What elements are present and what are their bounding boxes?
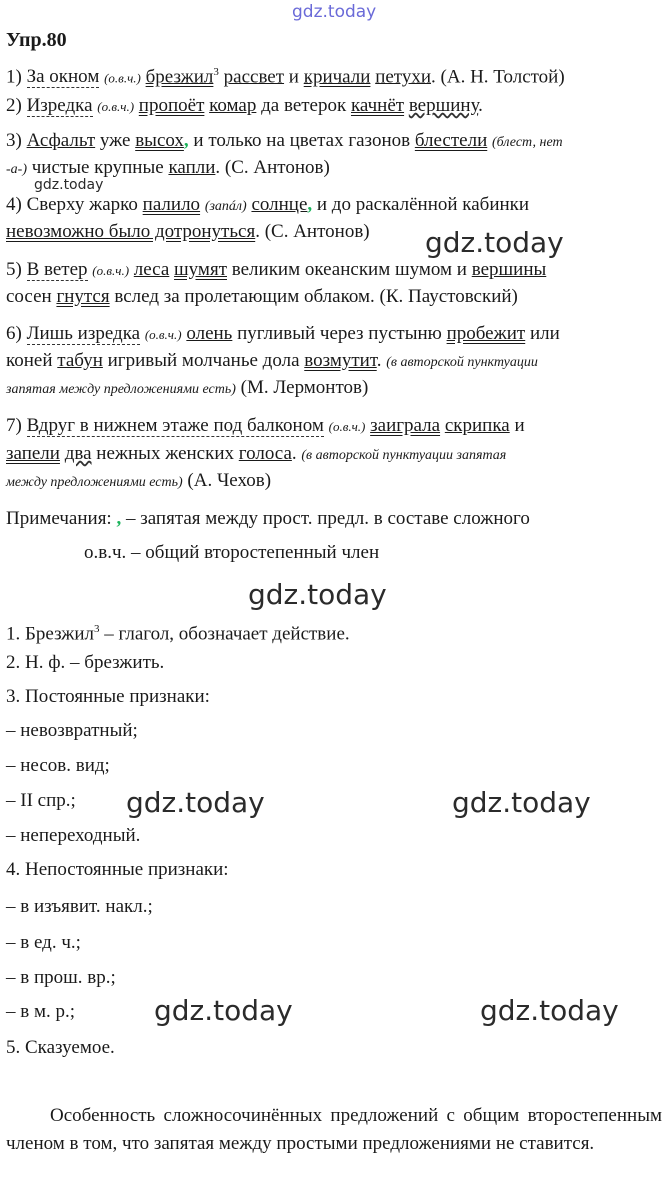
watermark: gdz.today [452, 786, 591, 819]
analysis-item: – в изъявит. накл.; [6, 896, 153, 917]
notes-line-2: о.в.ч. – общий второстепенный член [84, 542, 380, 563]
watermark: gdz.today [425, 226, 564, 259]
sentence-7-line-3: между предложениями есть) (А. Чехов) [6, 470, 272, 491]
sentence-6-line-1: 6) Лишь изредка (о.в.ч.) олень пугливый через пустыню пробежит или [6, 323, 560, 344]
watermark: gdz.today [34, 177, 104, 193]
sentence-1: 1) За окном (о.в.ч.) брезжил$^3$ рассвет и кричали петухи. (А. Н. Толстой) [6, 66, 565, 88]
analysis-item: – непереходный. [6, 825, 141, 846]
page-title: Упр.80 [6, 29, 67, 51]
sentence-7-line-2: запели два нежных женских голоса. (в авторской пунктуации запятая [6, 443, 507, 464]
watermark: gdz.today [248, 578, 387, 611]
analysis-item: – в ед. ч.; [6, 932, 81, 953]
sentence-5-line-1: 5) В ветер (о.в.ч.) леса шумят великим океанским шумом и вершины [6, 259, 547, 280]
sentence-6-line-3: запятая между предложениями есть) (М. Лермонтов) [6, 377, 369, 398]
analysis-item: – в прош. вр.; [6, 967, 116, 988]
analysis-item: 2. Н. ф. – брезжить. [6, 652, 165, 673]
analysis-item: – невозвратный; [6, 720, 138, 741]
notes-line-1: Примечания: , – запятая между прост. предл. в составе сложного [6, 508, 530, 529]
analysis-item: – несов. вид; [6, 755, 110, 776]
sentence-4-line-2: невозможно было дотронуться. (С. Антонов) [6, 221, 370, 242]
sentence-5-line-2: сосен гнутся вслед за пролетающим облаком. (К. Паустовский) [6, 286, 518, 307]
analysis-item: 3. Постоянные признаки: [6, 686, 210, 707]
sentence-2: 2) Изредка (о.в.ч.) пропоёт комар да ветерок качнёт вершину. [6, 95, 483, 116]
sentence-6-line-2: коней табун игривый молчанье дола возмутит. (в авторской пунктуации [6, 350, 538, 371]
analysis-item: 4. Непостоянные признаки: [6, 859, 229, 880]
analysis-item: 5. Сказуемое. [6, 1037, 115, 1058]
watermark: gdz.today [126, 786, 265, 819]
sentence-3-line-1: 3) Асфальт уже высох, и только на цветах газонов блестели (блест, нет [6, 130, 563, 151]
analysis-item: – II спр.; [6, 790, 76, 811]
watermark: gdz.today [292, 2, 377, 22]
sentence-7-line-1: 7) Вдруг в нижнем этаже под балконом (о.в.ч.) заиграла скрипка и [6, 415, 525, 436]
watermark: gdz.today [154, 994, 293, 1027]
conclusion-text: Особенность сложносочинённых предложений с общим второстепенным членом в том, что запятая между простыми предложениями не ставится. [6, 1105, 662, 1154]
sentence-3-line-2: -а-) чистые крупные капли. (С. Антонов) [6, 157, 330, 178]
watermark: gdz.today [480, 994, 619, 1027]
analysis-item: 1. Брезжил$^3$ – глагол, обозначает действие. [6, 623, 350, 645]
sentence-4-line-1: 4) Сверху жарко палило (запáл) солнце, и до раскалённой кабинки [6, 194, 530, 215]
analysis-item: – в м. р.; [6, 1001, 76, 1022]
